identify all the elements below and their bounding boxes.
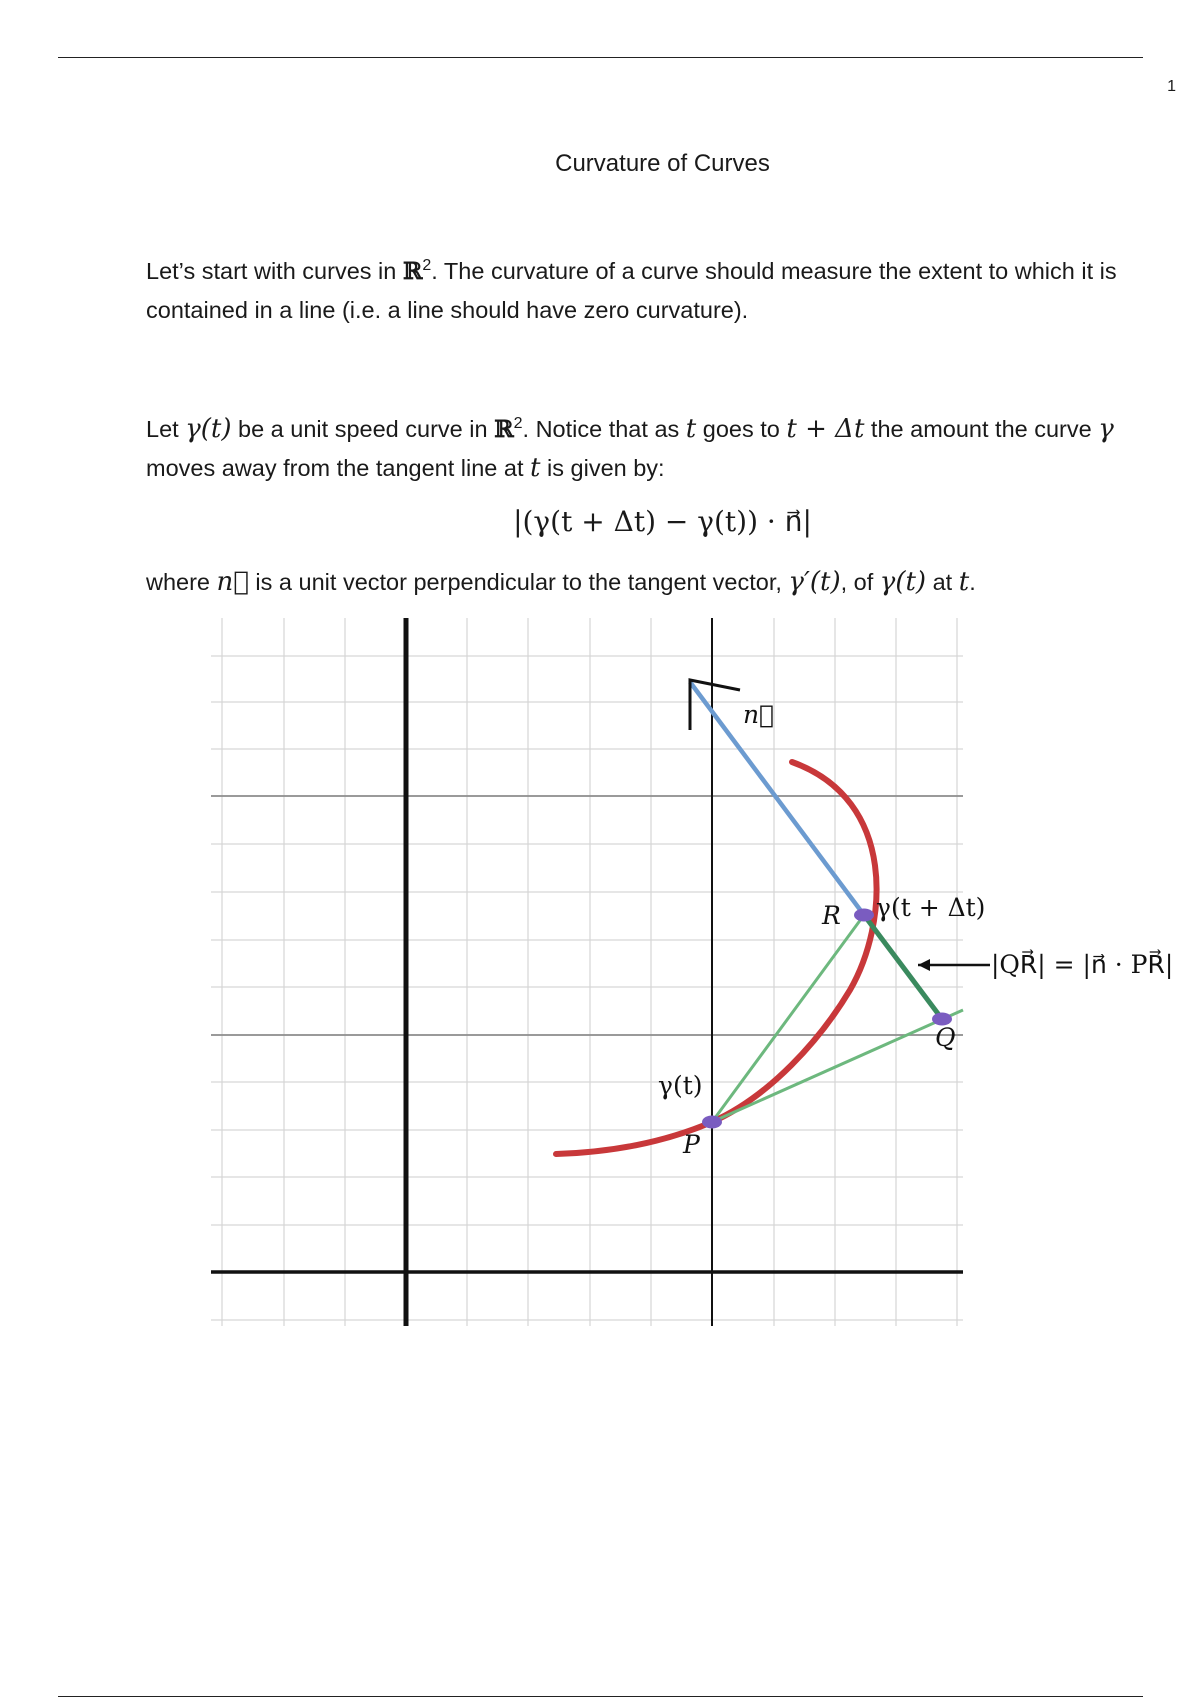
tangent-line: [712, 1010, 963, 1122]
p2-t-2: t: [530, 453, 541, 483]
p3-where: where: [146, 569, 217, 595]
grid: [211, 618, 963, 1326]
p3-text-2: , of: [840, 569, 880, 595]
p3-n-vec: n⃗: [216, 567, 249, 597]
curve-gamma: [556, 762, 877, 1154]
normal-arrowhead: [690, 680, 740, 730]
p2-space-exp: 2: [513, 415, 523, 433]
p2-let: Let: [146, 416, 186, 442]
p2-text-3: goes to: [696, 416, 787, 442]
label-q: Q: [935, 1023, 956, 1052]
label-annotation: |QR⃗| = |n⃗ · PR⃗|: [991, 950, 1174, 979]
normal-vector: [690, 682, 864, 915]
label-n: n⃗: [743, 700, 775, 729]
p1-text-a: Let’s start with curves in: [146, 258, 403, 284]
footer-rule: [58, 1696, 1143, 1697]
annotation-arrowhead: [918, 959, 930, 971]
p2-t: t: [685, 414, 697, 444]
p2-text-2: . Notice that as: [522, 416, 686, 442]
p3-text-3: at: [926, 569, 959, 595]
label-gamma-t: γ(t): [658, 1071, 703, 1100]
p2-text-4: the amount the curve: [864, 416, 1099, 442]
p2-text-1: be a unit speed curve in: [231, 416, 495, 442]
p1-space-symbol: ℝ: [402, 257, 423, 285]
p2-text-5: moves away from the tangent line at: [146, 455, 531, 481]
page-title: Curvature of Curves: [555, 150, 770, 177]
p3-text-end: .: [969, 569, 976, 595]
p2-gamma-t: γ(t): [185, 414, 232, 444]
point-r: [854, 909, 874, 922]
label-p: P: [683, 1130, 700, 1159]
segment-qr: [864, 915, 942, 1019]
p1-text-b: . The curvature of a curve should measure the extent to which it is contained in a line (i.e. a line should have zero curvature).: [146, 258, 1117, 323]
p3-gamma-prime: γ′(t): [788, 567, 841, 597]
p2-t-plus-dt: t + Δt: [786, 414, 865, 444]
p2-space-symbol: ℝ: [494, 415, 514, 443]
secant-pr: [712, 915, 864, 1122]
main-equation: |(γ(t + Δt) − γ(t)) · n⃗|: [513, 505, 812, 538]
p3-gamma-t: γ(t): [879, 567, 927, 597]
p3-t: t: [958, 567, 970, 597]
label-gamma-t-dt: γ(t + Δt): [876, 893, 986, 922]
p2-text-end: is given by:: [540, 455, 665, 481]
p3-text-1: is a unit vector perpendicular to the tangent vector,: [248, 569, 789, 595]
p1-space-exp: 2: [422, 257, 432, 275]
label-r: R: [822, 901, 841, 930]
point-p: [702, 1116, 722, 1129]
page-number: 1: [1167, 78, 1176, 95]
p2-gamma: γ: [1098, 414, 1114, 444]
